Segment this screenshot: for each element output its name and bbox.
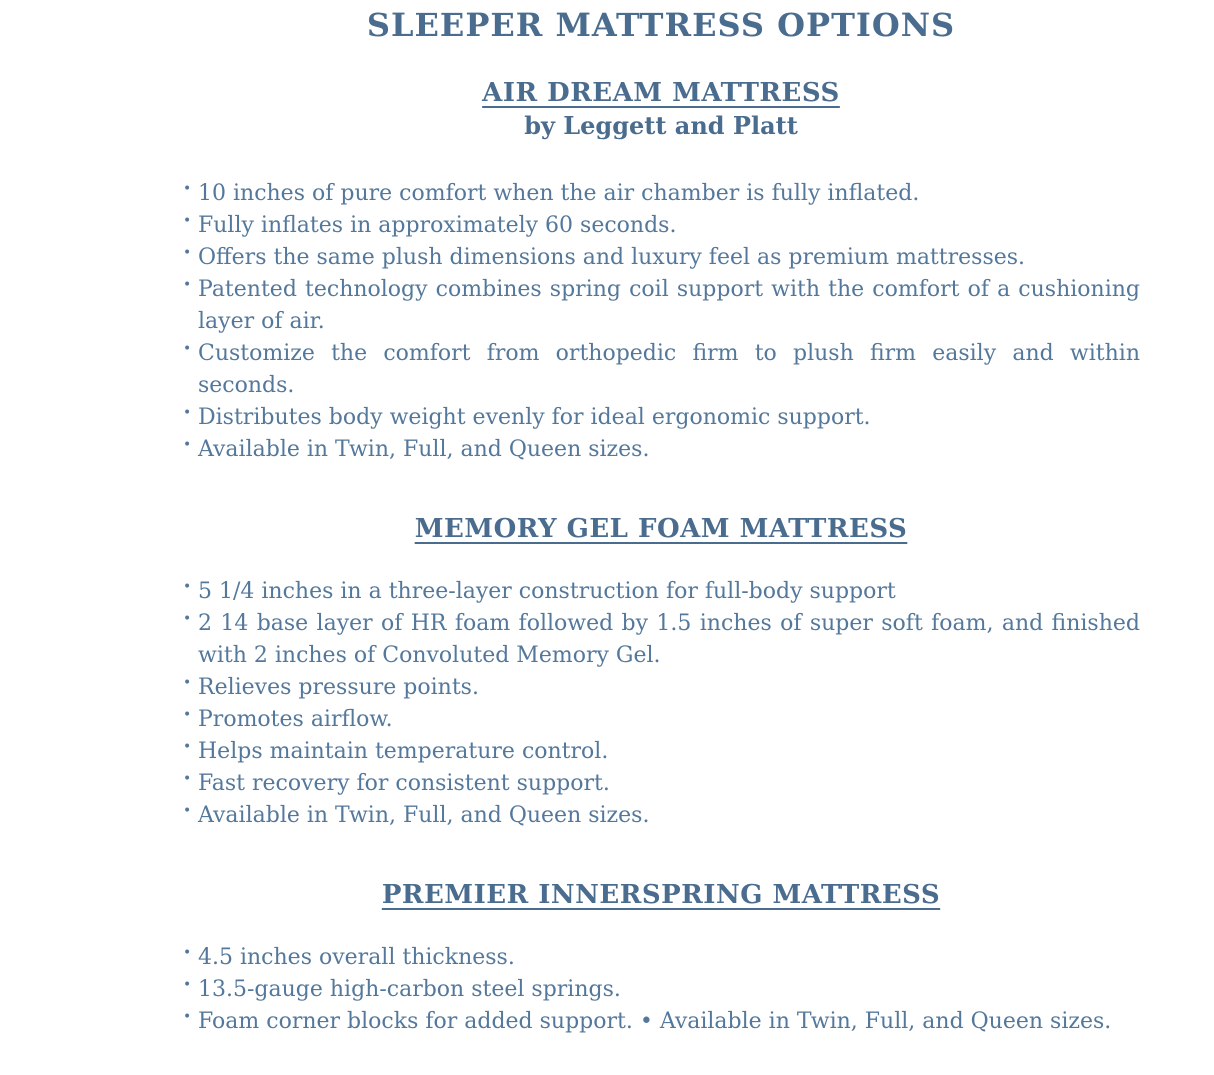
bullet-icon: • bbox=[183, 341, 192, 357]
list-item-text: 5 1/4 inches in a three-layer construction for full-body support bbox=[198, 579, 896, 604]
list-item-text: Distributes body weight evenly for ideal ergonomic support. bbox=[198, 405, 871, 430]
list-item-text: Fully inflates in approximately 60 seconds. bbox=[198, 213, 677, 238]
bullet-icon: • bbox=[183, 579, 192, 595]
list-item bbox=[182, 768, 1140, 800]
list-item bbox=[182, 942, 1140, 974]
list-item bbox=[182, 704, 1140, 736]
bullet-icon: • bbox=[183, 707, 192, 723]
list-item-text: Fast recovery for consistent support. bbox=[198, 771, 610, 796]
section-heading-premier-innerspring: PREMIER INNERSPRING MATTRESS bbox=[381, 880, 941, 910]
bullet-icon: • bbox=[183, 945, 192, 961]
bullet-icon: • bbox=[183, 611, 192, 627]
list-item bbox=[182, 736, 1140, 768]
list-item-text: 10 inches of pure comfort when the air chamber is fully inflated. bbox=[198, 181, 920, 206]
bullet-icon: • bbox=[183, 245, 192, 261]
list-item-text: 13.5-gauge high-carbon steel springs. bbox=[198, 977, 621, 1002]
list-item-text: 4.5 inches overall thickness. bbox=[198, 945, 515, 970]
bullet-icon: • bbox=[183, 277, 192, 293]
list-item-text: Available in Twin, Full, and Queen sizes. bbox=[198, 437, 650, 462]
bullet-icon: • bbox=[183, 1009, 192, 1025]
list-item-text: Available in Twin, Full, and Queen sizes. bbox=[198, 803, 650, 828]
list-item-text: Helps maintain temperature control. bbox=[198, 739, 609, 764]
bullet-icon: • bbox=[183, 739, 192, 755]
bullet-list-premier-innerspring bbox=[182, 942, 1140, 1038]
list-item bbox=[182, 178, 1140, 210]
list-item bbox=[182, 402, 1140, 434]
list-item bbox=[182, 608, 1140, 672]
list-item bbox=[182, 974, 1140, 1006]
bullet-icon: • bbox=[183, 675, 192, 691]
list-item-text: Relieves pressure points. bbox=[198, 675, 479, 700]
list-item bbox=[182, 576, 1140, 608]
list-item-text: 2 14 base layer of HR foam followed by 1.5 inches of super soft foam, and finished with 2 inches of Convoluted Memory Gel. bbox=[198, 611, 1140, 668]
list-item bbox=[182, 672, 1140, 704]
bullet-icon: • bbox=[183, 181, 192, 197]
list-item bbox=[182, 434, 1140, 466]
section-premier-innerspring bbox=[182, 880, 1140, 1038]
list-item bbox=[182, 242, 1140, 274]
section-subheading-air-dream: by Leggett and Platt bbox=[524, 111, 798, 140]
page-title: SLEEPER MATTRESS OPTIONS bbox=[366, 6, 956, 44]
bullet-list-memory-gel-foam bbox=[182, 576, 1140, 832]
bullet-icon: • bbox=[183, 803, 192, 819]
section-heading-memory-gel-foam: MEMORY GEL FOAM MATTRESS bbox=[414, 514, 908, 544]
section-air-dream bbox=[182, 78, 1140, 466]
section-heading-air-dream: AIR DREAM MATTRESS bbox=[482, 78, 840, 108]
section-memory-gel-foam bbox=[182, 514, 1140, 832]
bullet-icon: • bbox=[183, 405, 192, 421]
list-item-text: Patented technology combines spring coil support with the comfort of a cushioning layer of air. bbox=[198, 277, 1140, 334]
list-item-text: Customize the comfort from orthopedic firm to plush firm easily and within seconds. bbox=[198, 341, 1140, 398]
list-item-text: Offers the same plush dimensions and luxury feel as premium mattresses. bbox=[198, 245, 1026, 270]
list-item bbox=[182, 274, 1140, 338]
list-item bbox=[182, 338, 1140, 402]
bullet-icon: • bbox=[183, 437, 192, 453]
list-item bbox=[182, 800, 1140, 832]
list-item-text: Foam corner blocks for added support. • Available in Twin, Full, and Queen sizes. bbox=[198, 1009, 1112, 1034]
bullet-icon: • bbox=[183, 977, 192, 993]
list-item-text: Promotes airflow. bbox=[198, 707, 393, 732]
bullet-list-air-dream bbox=[182, 178, 1140, 466]
bullet-icon: • bbox=[183, 771, 192, 787]
list-item bbox=[182, 1006, 1140, 1038]
list-item bbox=[182, 210, 1140, 242]
bullet-icon: • bbox=[183, 213, 192, 229]
